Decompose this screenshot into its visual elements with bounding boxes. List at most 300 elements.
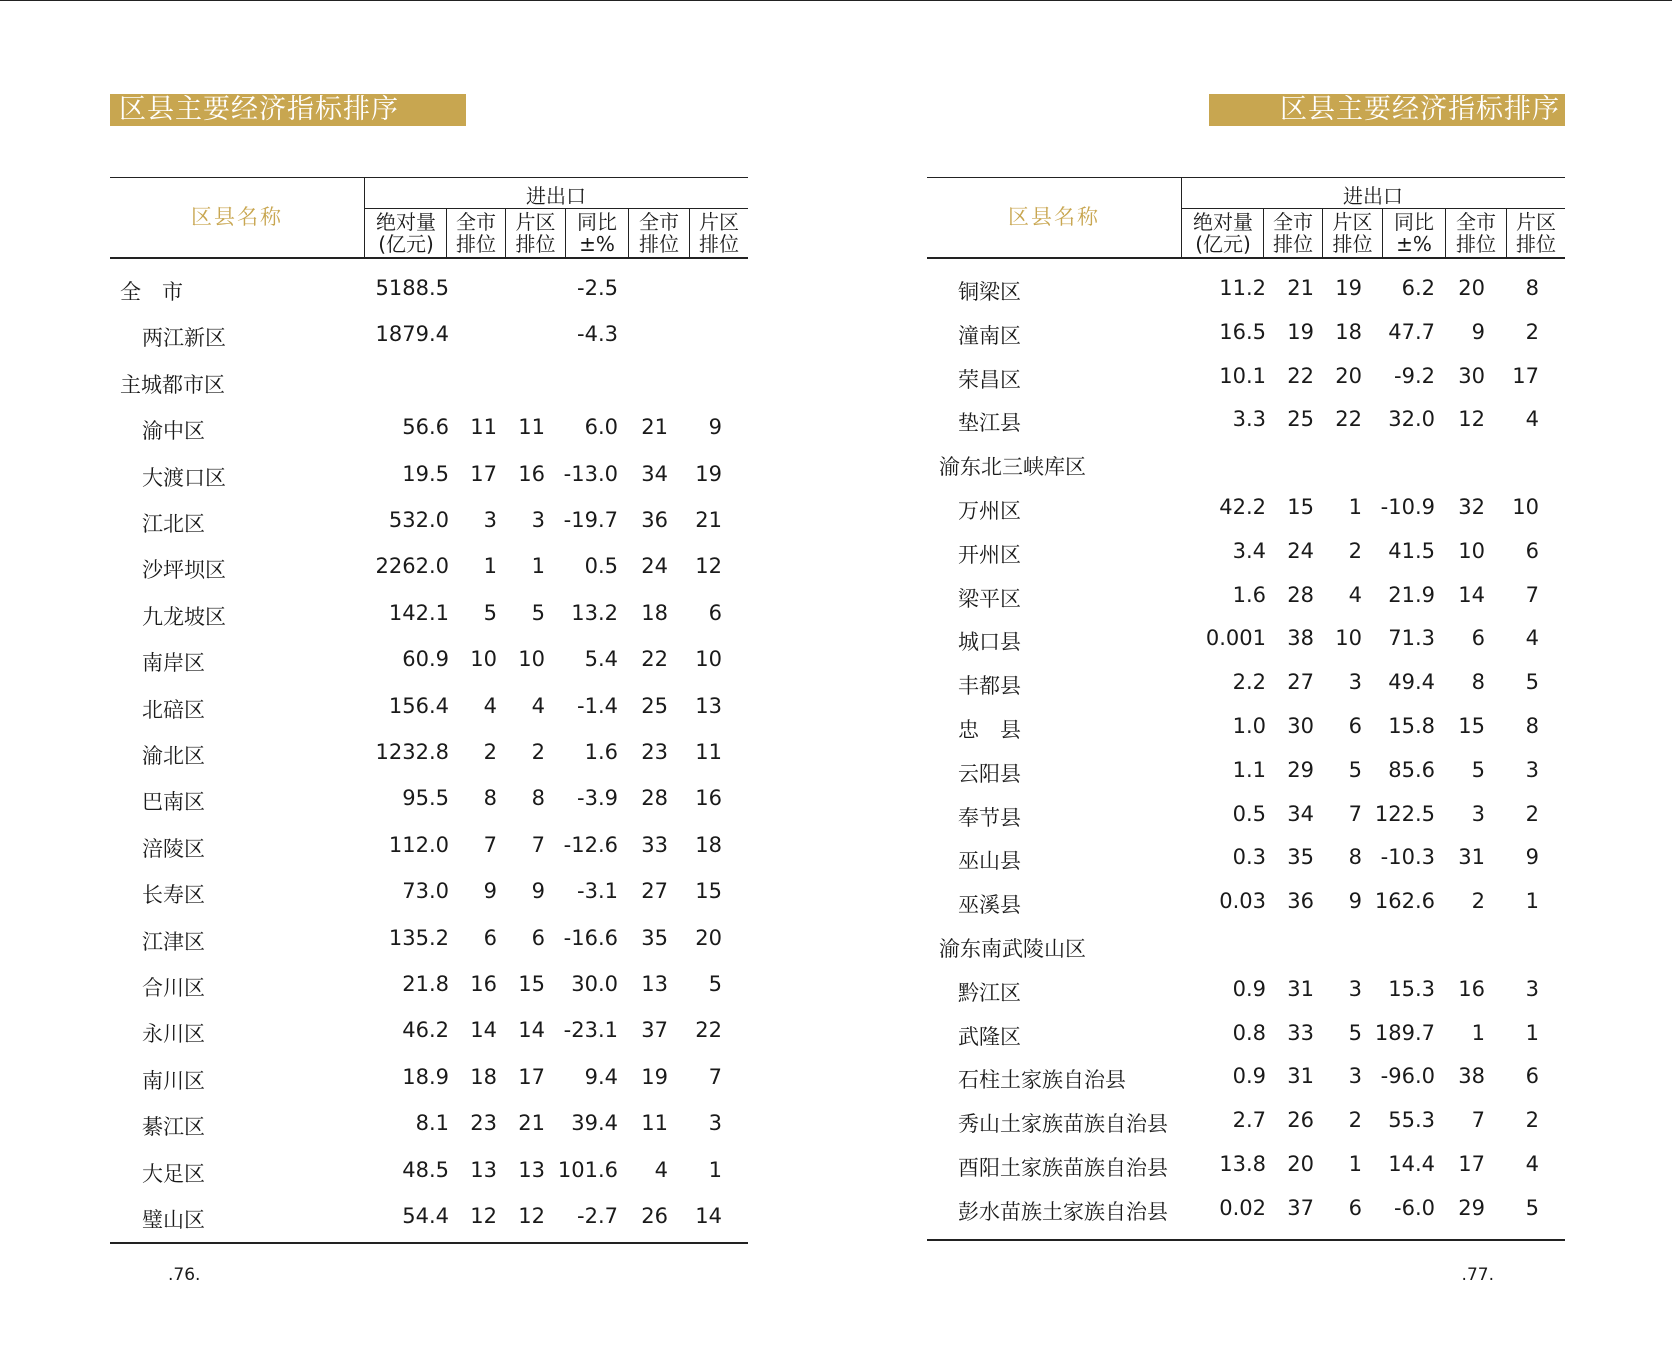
table-row: [110, 786, 748, 816]
cell-name: 梁平区: [958, 586, 1021, 611]
cell-city: 37: [1287, 1195, 1314, 1220]
cell-name: 忠 县: [958, 718, 1021, 742]
column-header-line: 同比: [577, 210, 617, 234]
cell-city: 38: [1287, 626, 1314, 651]
column-header-line: 排位: [456, 232, 496, 256]
cell-yoy: 122.5: [1374, 801, 1435, 826]
cell-name: 南岸区: [142, 651, 205, 676]
cell-city: 21: [1287, 276, 1314, 300]
cell-city: 33: [1287, 1020, 1314, 1045]
cell-area: 2: [1348, 538, 1362, 563]
table-row: [110, 926, 748, 956]
cell-city2: 33: [641, 832, 668, 857]
cell-abs: 46.2: [402, 1018, 449, 1043]
cell-area2: 19: [695, 461, 722, 486]
cell-abs: 56.6: [402, 415, 449, 440]
cell-abs: 5188.5: [375, 276, 449, 300]
cell-city2: 22: [641, 647, 668, 672]
table-row: [110, 601, 748, 631]
cell-yoy: 189.7: [1374, 1020, 1435, 1045]
cell-area2: 14: [695, 1204, 722, 1228]
cell-area2: 21: [695, 508, 722, 532]
cell-abs: 0.5: [1232, 801, 1266, 826]
cell-yoy: -10.3: [1380, 845, 1435, 870]
cell-name: 大渡口区: [142, 465, 226, 490]
cell-area: 11: [518, 415, 545, 440]
cell-area2: 15: [695, 879, 722, 904]
cell-city2: 34: [641, 461, 668, 486]
cell-name: 黔江区: [958, 980, 1021, 1005]
cell-name: 沙坪坝区: [142, 558, 226, 583]
cell-name: 秀山土家族苗族自治县: [958, 1112, 1168, 1137]
table-row: [110, 1018, 748, 1048]
column-header-absolute: [1183, 211, 1263, 255]
cell-name: 开州区: [958, 542, 1021, 567]
cell-city2: 20: [1458, 276, 1485, 300]
table-row: [110, 972, 748, 1002]
cell-area: 8: [531, 786, 545, 811]
cell-area: 3: [1348, 670, 1362, 695]
table-row: [110, 322, 748, 352]
cell-abs: 0.03: [1219, 889, 1266, 914]
cell-city2: 12: [1458, 407, 1485, 432]
cell-city: 28: [1287, 582, 1314, 607]
column-header-absolute: [366, 211, 446, 255]
cell-abs: 0.001: [1205, 626, 1266, 651]
table-row: [110, 694, 748, 724]
cell-city2: 17: [1458, 1152, 1485, 1176]
table-section-row: [927, 933, 1565, 963]
column-header-line: ±%: [579, 232, 615, 256]
cell-city: 5: [483, 600, 497, 625]
cell-area2: 22: [695, 1018, 722, 1043]
cell-city2: 29: [1458, 1195, 1485, 1220]
cell-name: 北碚区: [142, 697, 205, 722]
table-row: [927, 364, 1565, 394]
cell-city2: 18: [641, 600, 668, 625]
cell-name: 丰都县: [958, 674, 1021, 699]
column-header-city-rank: [447, 211, 505, 255]
cell-city: 10: [470, 647, 497, 672]
page-number: .76.: [168, 1265, 201, 1285]
table-row: [927, 802, 1565, 832]
cell-name: 巫山县: [958, 849, 1021, 874]
cell-abs: 42.2: [1219, 495, 1266, 519]
cell-yoy: 15.8: [1388, 714, 1435, 738]
cell-abs: 11.2: [1219, 276, 1266, 300]
cell-city: 17: [470, 461, 497, 486]
cell-name: 石柱土家族自治县: [958, 1068, 1126, 1093]
cell-city2: 27: [641, 879, 668, 904]
cell-name: 垫江县: [958, 411, 1021, 436]
table-row: [110, 276, 748, 306]
cell-city: 11: [470, 415, 497, 440]
cell-name: 渝中区: [142, 419, 205, 444]
table-row: [927, 670, 1565, 700]
cell-abs: 73.0: [402, 879, 449, 904]
cell-city2: 38: [1458, 1064, 1485, 1089]
cell-yoy: 32.0: [1388, 407, 1435, 432]
cell-yoy: 1.6: [584, 740, 618, 764]
cell-name: 璧山区: [142, 1208, 205, 1232]
cell-city: 8: [483, 786, 497, 811]
column-header-area-rank: [1323, 211, 1382, 255]
cell-abs: 60.9: [402, 647, 449, 672]
cell-city: 2: [483, 740, 497, 764]
cell-yoy: 6.2: [1401, 276, 1435, 300]
cell-area2: 7: [708, 1064, 722, 1089]
cell-area2: 16: [695, 786, 722, 811]
cell-area: 2: [531, 740, 545, 764]
column-header-area-rank: [506, 211, 565, 255]
table-row: [110, 415, 748, 445]
cell-city: 26: [1287, 1108, 1314, 1133]
cell-area: 3: [1348, 1064, 1362, 1089]
cell-city2: 19: [641, 1064, 668, 1089]
cell-name: 奉节县: [958, 805, 1021, 830]
cell-area2: 12: [695, 554, 722, 579]
cell-name: 城口县: [958, 630, 1021, 655]
cell-area2: 10: [695, 647, 722, 672]
cell-area: 16: [518, 461, 545, 486]
cell-area2: 1: [1525, 1020, 1539, 1045]
table-bottom-rule: [110, 1242, 748, 1244]
cell-yoy: -2.5: [577, 276, 618, 300]
cell-city: 35: [1287, 845, 1314, 870]
column-header-line: ±%: [1396, 232, 1432, 256]
cell-name: 武隆区: [958, 1024, 1021, 1049]
cell-area: 3: [1348, 976, 1362, 1001]
cell-area2: 5: [1525, 1195, 1539, 1220]
cell-area2: 5: [1525, 670, 1539, 695]
column-header-line: 全市: [1456, 210, 1496, 234]
cell-yoy: 41.5: [1388, 538, 1435, 563]
cell-city: 9: [483, 879, 497, 904]
cell-area2: 6: [1525, 1064, 1539, 1089]
cell-name: 江津区: [142, 929, 205, 954]
column-header-line: 片区: [1332, 210, 1373, 234]
cell-yoy: 55.3: [1388, 1108, 1435, 1133]
cell-area: 3: [531, 508, 545, 532]
header-bottom-rule: [927, 257, 1565, 259]
cell-name: 合川区: [142, 976, 205, 1000]
cell-city2: 2: [1471, 889, 1485, 914]
cell-area: 7: [1348, 801, 1362, 826]
cell-abs: 1.6: [1232, 582, 1266, 607]
cell-city: 7: [483, 832, 497, 857]
page-number: .77.: [1461, 1265, 1494, 1285]
cell-yoy: 15.3: [1388, 976, 1435, 1001]
table-bottom-rule: [927, 1239, 1565, 1241]
cell-abs: 10.1: [1219, 363, 1266, 388]
cell-area: 12: [518, 1204, 545, 1228]
cell-name: 万州区: [958, 499, 1021, 523]
column-header-line: 片区: [1516, 210, 1556, 234]
table-row: [110, 1158, 748, 1188]
cell-abs: 95.5: [402, 786, 449, 811]
cell-city: 23: [470, 1111, 497, 1136]
table-row: [927, 889, 1565, 919]
cell-city2: 37: [641, 1018, 668, 1043]
cell-city: 19: [1287, 319, 1314, 344]
cell-abs: 3.3: [1232, 407, 1266, 432]
cell-area: 20: [1335, 363, 1362, 388]
cell-city: 31: [1287, 1064, 1314, 1089]
cell-area2: 3: [708, 1111, 722, 1136]
cell-abs: 19.5: [402, 461, 449, 486]
cell-abs: 135.2: [388, 925, 449, 950]
cell-abs: 0.9: [1232, 976, 1266, 1001]
cell-city2: 9: [1471, 319, 1485, 344]
cell-yoy: -23.1: [563, 1018, 618, 1043]
table-row: [927, 407, 1565, 437]
column-header-line: 排位: [639, 232, 679, 256]
cell-city2: 21: [641, 415, 668, 440]
cell-city2: 7: [1471, 1108, 1485, 1133]
cell-name: 主城都市区: [120, 372, 225, 397]
column-header-city-rank-2: [1446, 211, 1506, 255]
cell-yoy: 14.4: [1388, 1152, 1435, 1176]
column-header-yoy: [566, 211, 628, 255]
cell-yoy: 85.6: [1388, 757, 1435, 782]
cell-area2: 9: [708, 415, 722, 440]
cell-abs: 2262.0: [375, 554, 449, 579]
cell-yoy: 13.2: [571, 600, 618, 625]
table-row: [927, 1064, 1565, 1094]
cell-area2: 8: [1525, 714, 1539, 738]
cell-city: 30: [1287, 714, 1314, 738]
cell-abs: 3.4: [1232, 538, 1266, 563]
cell-area: 7: [531, 832, 545, 857]
cell-city2: 25: [641, 693, 668, 718]
table-row: [110, 508, 748, 538]
cell-name: 巴南区: [142, 790, 205, 815]
cell-name: 酉阳土家族苗族自治县: [958, 1156, 1168, 1180]
cell-city: 14: [470, 1018, 497, 1043]
cell-city2: 13: [641, 972, 668, 996]
column-header-line: 排位: [1332, 232, 1373, 256]
column-header-area-rank-2: [1507, 211, 1565, 255]
cell-city: 24: [1287, 538, 1314, 563]
table-row: [927, 583, 1565, 613]
cell-city: 15: [1287, 495, 1314, 519]
cell-abs: 0.3: [1232, 845, 1266, 870]
cell-area: 6: [1348, 714, 1362, 738]
column-header-line: (亿元): [378, 232, 434, 256]
cell-area: 14: [518, 1018, 545, 1043]
cell-name: 两江新区: [142, 326, 226, 351]
cell-yoy: 21.9: [1388, 582, 1435, 607]
cell-area2: 6: [708, 600, 722, 625]
table-row: [927, 495, 1565, 525]
cell-area: 22: [1335, 407, 1362, 432]
cell-abs: 1232.8: [375, 740, 449, 764]
table-row: [927, 758, 1565, 788]
cell-area: 10: [1335, 626, 1362, 651]
cell-yoy: -19.7: [563, 508, 618, 532]
cell-city2: 32: [1458, 495, 1485, 519]
cell-area: 15: [518, 972, 545, 996]
cell-yoy: -4.3: [577, 322, 618, 347]
cell-city2: 14: [1458, 582, 1485, 607]
cell-area2: 3: [1525, 757, 1539, 782]
cell-abs: 112.0: [388, 832, 449, 857]
table-row: [927, 539, 1565, 569]
table-row: [110, 1204, 748, 1234]
cell-yoy: 49.4: [1388, 670, 1435, 695]
cell-yoy: -3.1: [577, 879, 618, 904]
cell-area2: 11: [695, 740, 722, 764]
column-header-line: 排位: [1273, 232, 1313, 256]
cell-area2: 4: [1525, 407, 1539, 432]
cell-city: 22: [1287, 363, 1314, 388]
column-header-line: 绝对量: [1193, 210, 1253, 234]
column-header-city-rank: [1264, 211, 1322, 255]
cell-city: 18: [470, 1064, 497, 1089]
cell-area2: 4: [1525, 626, 1539, 651]
cell-yoy: 9.4: [584, 1064, 618, 1089]
cell-name: 南川区: [142, 1068, 205, 1093]
cell-area: 13: [518, 1157, 545, 1182]
cell-city2: 24: [641, 554, 668, 579]
cell-name: 渝北区: [142, 744, 205, 768]
cell-area: 21: [518, 1111, 545, 1136]
cell-area: 5: [1348, 757, 1362, 782]
column-header-line: 排位: [1456, 232, 1496, 256]
cell-abs: 21.8: [402, 972, 449, 996]
cell-abs: 1879.4: [375, 322, 449, 347]
cell-abs: 142.1: [388, 600, 449, 625]
column-header-line: (亿元): [1195, 232, 1251, 256]
cell-area: 1: [1348, 495, 1362, 519]
cell-city: 20: [1287, 1152, 1314, 1176]
cell-area: 9: [1348, 889, 1362, 914]
cell-name: 渝东北三峡库区: [939, 455, 1086, 480]
cell-abs: 156.4: [388, 693, 449, 718]
column-header-yoy: [1383, 211, 1445, 255]
cell-area2: 20: [695, 925, 722, 950]
column-header-line: 全市: [1273, 210, 1313, 234]
table-section-row: [927, 451, 1565, 481]
cell-yoy: 101.6: [557, 1157, 618, 1182]
cell-abs: 48.5: [402, 1157, 449, 1182]
cell-area2: 1: [1525, 889, 1539, 914]
table-top-rule: [110, 177, 748, 178]
column-header-line: 片区: [515, 210, 556, 234]
column-header-line: 排位: [1516, 232, 1556, 256]
cell-area2: 2: [1525, 1108, 1539, 1133]
region-column-header: 区县名称: [191, 205, 283, 229]
cell-area2: 10: [1512, 495, 1539, 519]
cell-name: 云阳县: [958, 761, 1021, 786]
cell-abs: 8.1: [415, 1111, 449, 1136]
import-export-group-header: 进出口: [1343, 184, 1403, 208]
cell-area: 4: [531, 693, 545, 718]
table-row: [110, 1111, 748, 1141]
cell-city2: 15: [1458, 714, 1485, 738]
table-row: [927, 276, 1565, 306]
cell-city2: 16: [1458, 976, 1485, 1001]
cell-city: 6: [483, 925, 497, 950]
cell-area2: 13: [695, 693, 722, 718]
cell-yoy: 39.4: [571, 1111, 618, 1136]
cell-city2: 11: [641, 1111, 668, 1136]
cell-area2: 18: [695, 832, 722, 857]
cell-city2: 1: [1471, 1020, 1485, 1045]
table-row: [927, 714, 1565, 744]
cell-abs: 18.9: [402, 1064, 449, 1089]
cell-yoy: 47.7: [1388, 319, 1435, 344]
cell-name: 九龙坡区: [142, 604, 226, 629]
cell-yoy: -9.2: [1394, 363, 1435, 388]
cell-abs: 2.7: [1232, 1108, 1266, 1133]
table-row: [110, 554, 748, 584]
import-export-group-header: 进出口: [526, 184, 586, 208]
table-row: [927, 1021, 1565, 1051]
cell-yoy: 71.3: [1388, 626, 1435, 651]
cell-city: 3: [483, 508, 497, 532]
cell-city: 12: [470, 1204, 497, 1228]
right-page: [927, 1, 1565, 1354]
cell-city2: 4: [654, 1157, 668, 1182]
cell-area: 8: [1348, 845, 1362, 870]
cell-yoy: 30.0: [571, 972, 618, 996]
cell-abs: 532.0: [388, 508, 449, 532]
cell-area: 4: [1348, 582, 1362, 607]
cell-city2: 36: [641, 508, 668, 532]
cell-city2: 8: [1471, 670, 1485, 695]
cell-yoy: -13.0: [563, 461, 618, 486]
cell-yoy: 162.6: [1374, 889, 1435, 914]
cell-city: 29: [1287, 757, 1314, 782]
cell-abs: 16.5: [1219, 319, 1266, 344]
cell-area2: 17: [1512, 363, 1539, 388]
cell-yoy: -2.7: [577, 1204, 618, 1228]
column-header-line: 全市: [639, 210, 679, 234]
cell-abs: 0.8: [1232, 1020, 1266, 1045]
cell-city: 34: [1287, 801, 1314, 826]
cell-abs: 1.1: [1232, 757, 1266, 782]
cell-city: 1: [483, 554, 497, 579]
column-header-line: 同比: [1394, 210, 1434, 234]
cell-area: 9: [531, 879, 545, 904]
column-header-line: 片区: [699, 210, 739, 234]
table-row: [927, 626, 1565, 656]
cell-name: 渝东南武陵山区: [939, 937, 1086, 961]
table-top-rule: [927, 177, 1565, 178]
cell-city2: 28: [641, 786, 668, 811]
table-row: [110, 647, 748, 677]
cell-area: 6: [531, 925, 545, 950]
cell-area2: 4: [1525, 1152, 1539, 1176]
cell-yoy: -3.9: [577, 786, 618, 811]
cell-name: 大足区: [142, 1161, 205, 1186]
cell-city: 16: [470, 972, 497, 996]
column-header-line: 排位: [699, 232, 739, 256]
cell-area: 18: [1335, 319, 1362, 344]
cell-city2: 30: [1458, 363, 1485, 388]
cell-city2: 10: [1458, 538, 1485, 563]
cell-area2: 5: [708, 972, 722, 996]
cell-name: 全 市: [120, 280, 183, 304]
column-header-line: 排位: [515, 232, 556, 256]
cell-abs: 13.8: [1219, 1152, 1266, 1176]
table-row: [927, 1108, 1565, 1138]
cell-area: 1: [531, 554, 545, 579]
cell-name: 潼南区: [958, 323, 1021, 348]
cell-abs: 2.2: [1232, 670, 1266, 695]
table-row: [110, 462, 748, 492]
